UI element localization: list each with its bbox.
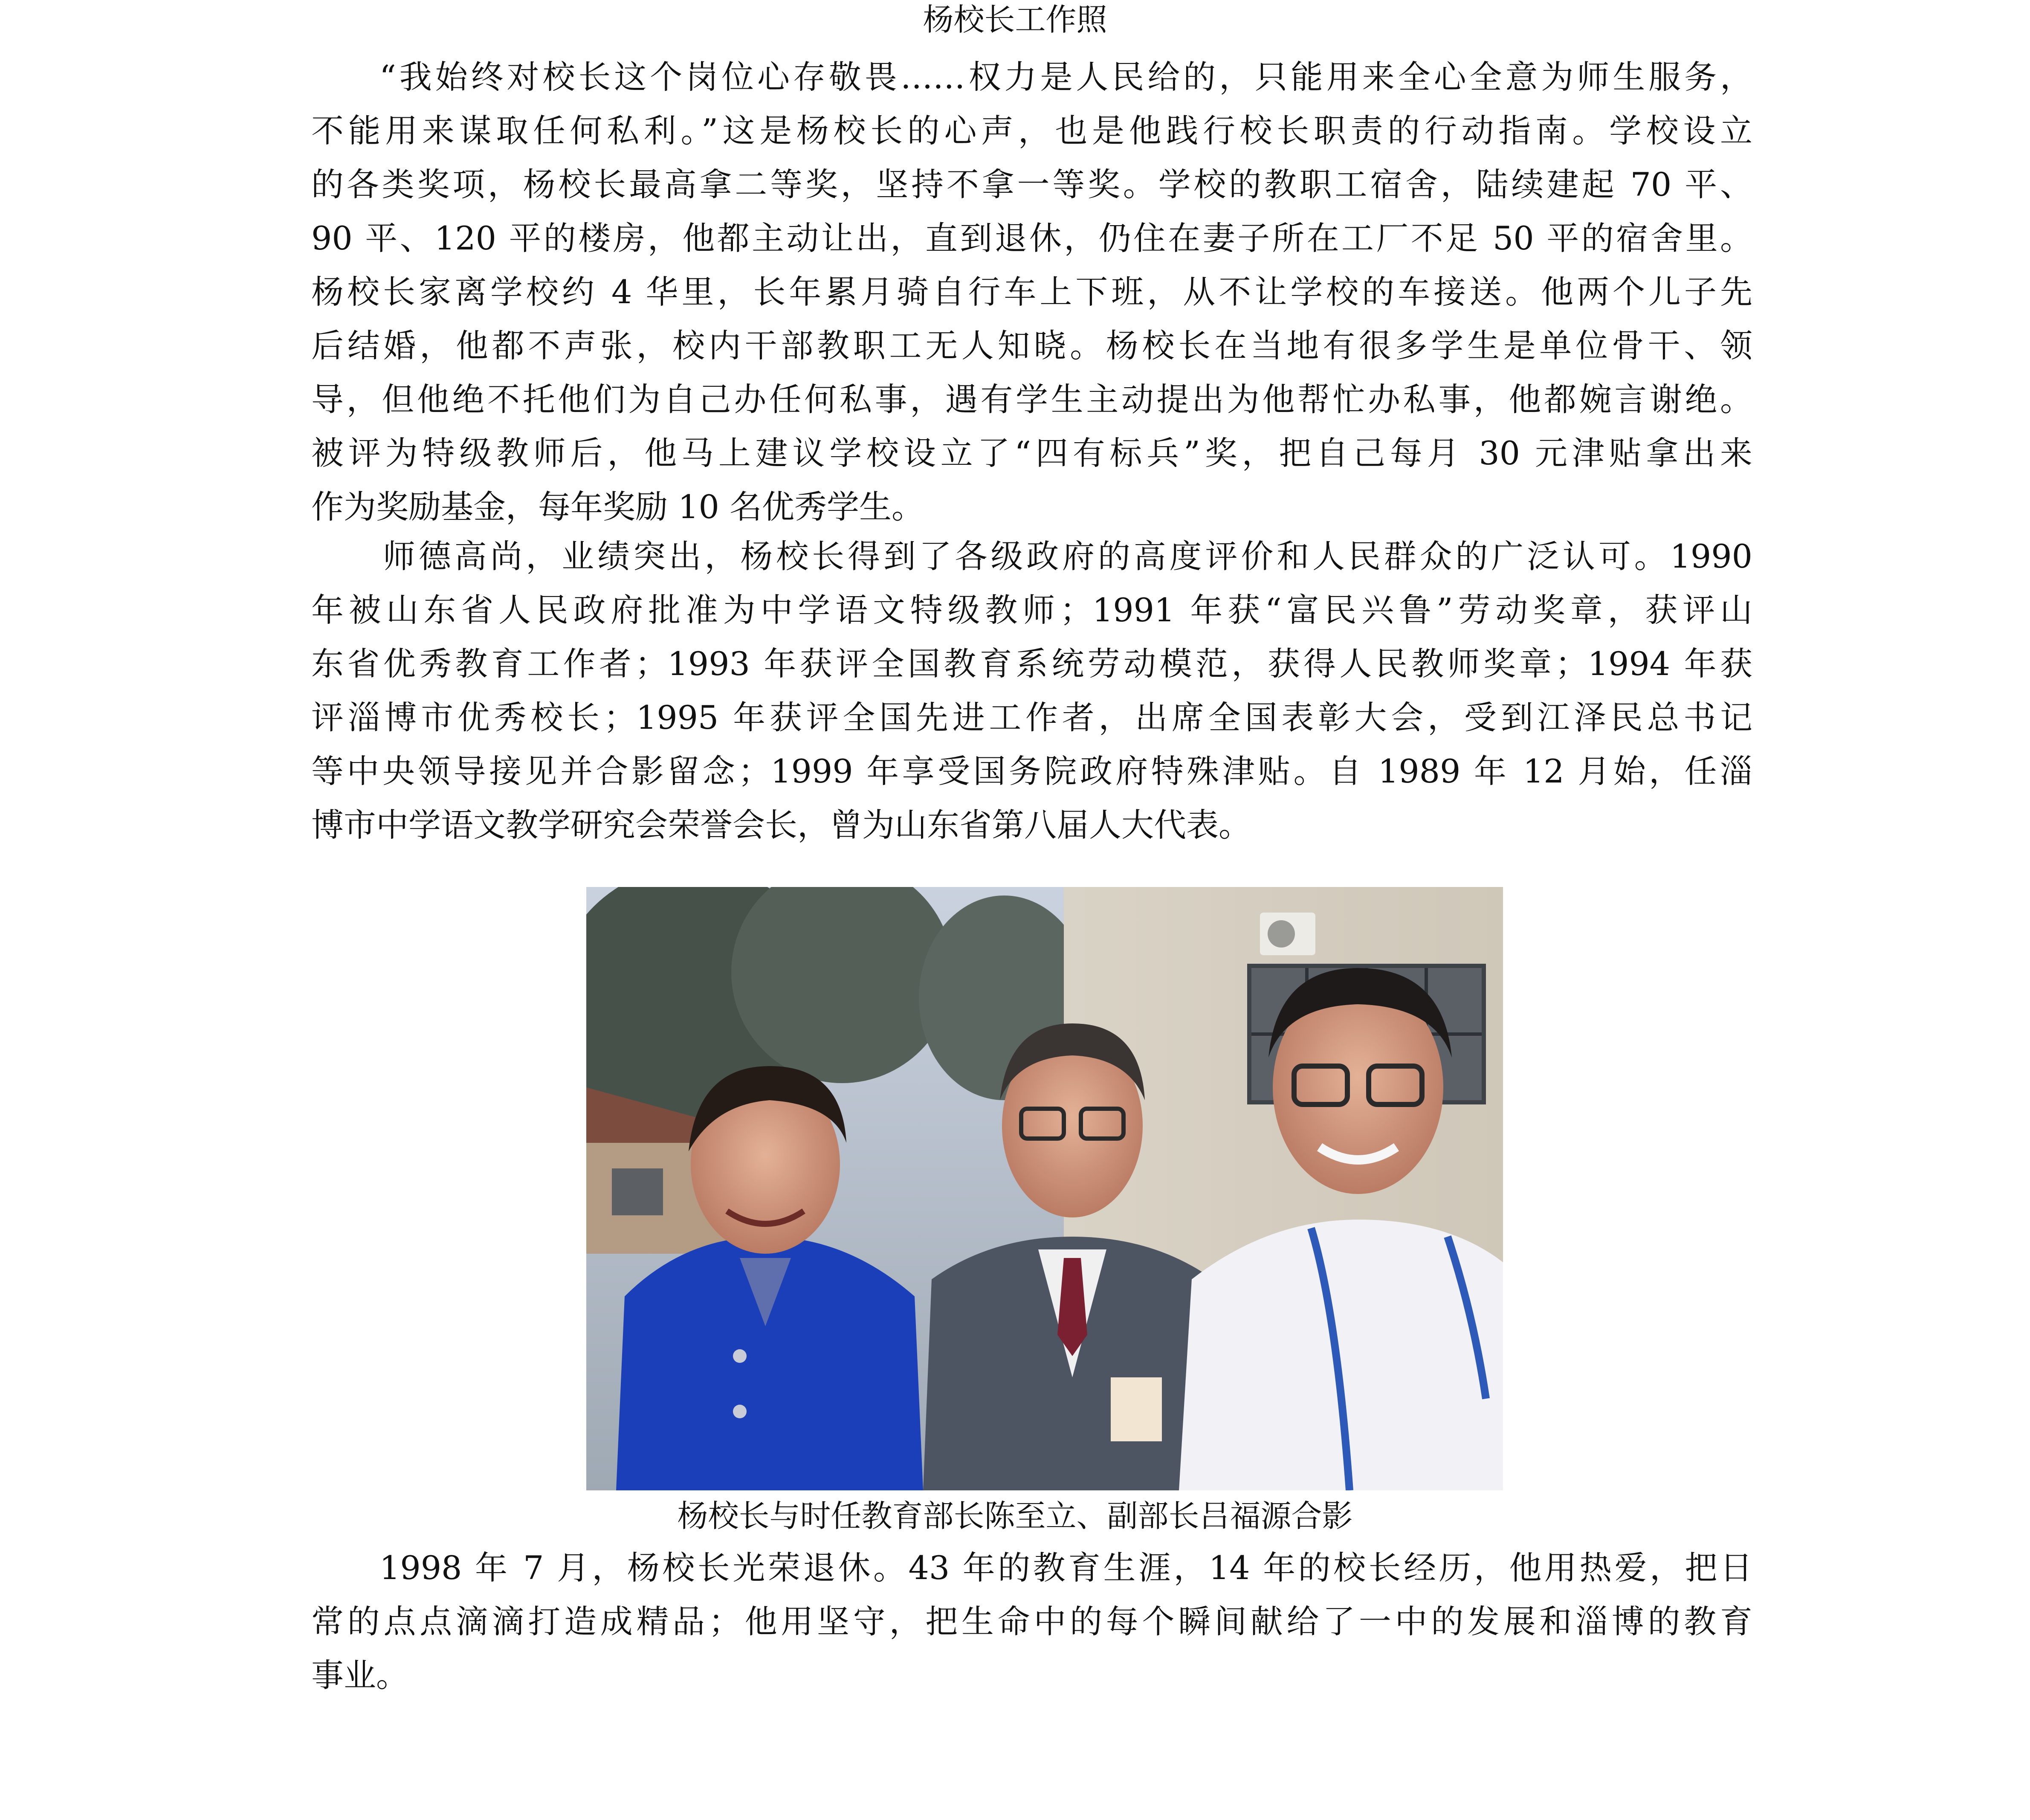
group-photo-illustration: [586, 887, 1503, 1490]
paragraph-1-line: 被评为特级教师后，他马上建议学校设立了“四有标兵”奖，把自己每月 30 元津贴拿出来: [311, 434, 1752, 472]
paragraph-2-line: 评淄博市优秀校长；1995 年获评全国先进工作者，出席全国表彰大会，受到江泽民总书记: [311, 698, 1752, 736]
top-photo-caption: 杨校长工作照: [923, 2, 1107, 38]
paragraph-1-line: 后结婚，他都不声张，校内干部教职工无人知晓。杨校长在当地有很多学生是单位骨干、领: [311, 327, 1752, 365]
paragraph-3-line: 1998 年 7 月，杨校长光荣退休。43 年的教育生涯，14 年的校长经历，他用热爱，把日: [379, 1549, 1752, 1587]
paragraph-1-line: 的各类奖项，杨校长最高拿二等奖，坚持不拿一等奖。学校的教职工宿舍，陆续建起 70 平、: [311, 165, 1752, 203]
paragraph-1-line: 导，但他绝不托他们为自己办任何私事，遇有学生主动提出为他帮忙办私事，他都婉言谢绝。: [311, 380, 1752, 418]
paragraph-1-line: “我始终对校长这个岗位心存敬畏……权力是人民给的，只能用来全心全意为师生服务，: [379, 58, 1752, 96]
paragraph-2-line: 等中央领导接见并合影留念；1999 年享受国务院政府特殊津贴。自 1989 年 12 月始，任淄: [311, 752, 1752, 790]
paragraph-3-line: 常的点点滴滴打造成精品；他用坚守，把生命中的每个瞬间献给了一中的发展和淄博的教育: [311, 1603, 1752, 1640]
group-photo: [586, 887, 1503, 1490]
paragraph-1: [311, 50, 1752, 534]
paragraph-2-line: 师德高尚，业绩突出，杨校长得到了各级政府的高度评价和人民群众的广泛认可。1990: [379, 537, 1752, 575]
paragraph-1-line: 杨校长家离学校约 4 华里，长年累月骑自行车上下班，从不让学校的车接送。他两个儿子先: [311, 273, 1752, 311]
paragraph-1-line: 不能用来谋取任何私利。”这是杨校长的心声，也是他践行校长职责的行动指南。学校设立: [311, 112, 1752, 150]
paragraph-2-line: 年被山东省人民政府批准为中学语文特级教师；1991 年获“富民兴鲁”劳动奖章，获评山: [311, 591, 1752, 629]
paragraph-2-line: 东省优秀教育工作者；1993 年获评全国教育系统劳动模范，获得人民教师奖章；1994 年获: [311, 645, 1752, 683]
paragraph-2: [311, 530, 1752, 852]
paragraph-1-line: 作为奖励基金，每年奖励 10 名优秀学生。: [311, 488, 924, 526]
paragraph-3: [311, 1541, 1752, 1702]
photo-caption: 杨校长与时任教育部长陈至立、副部长吕福源合影: [677, 1498, 1353, 1534]
paragraph-2-line: 博市中学语文教学研究会荣誉会长，曾为山东省第八届人大代表。: [311, 806, 1251, 844]
paragraph-3-line: 事业。: [311, 1656, 408, 1694]
paragraph-1-line: 90 平、120 平的楼房，他都主动让出，直到退休，仍住在妻子所在工厂不足 50 平的宿舍里。: [311, 219, 1752, 257]
